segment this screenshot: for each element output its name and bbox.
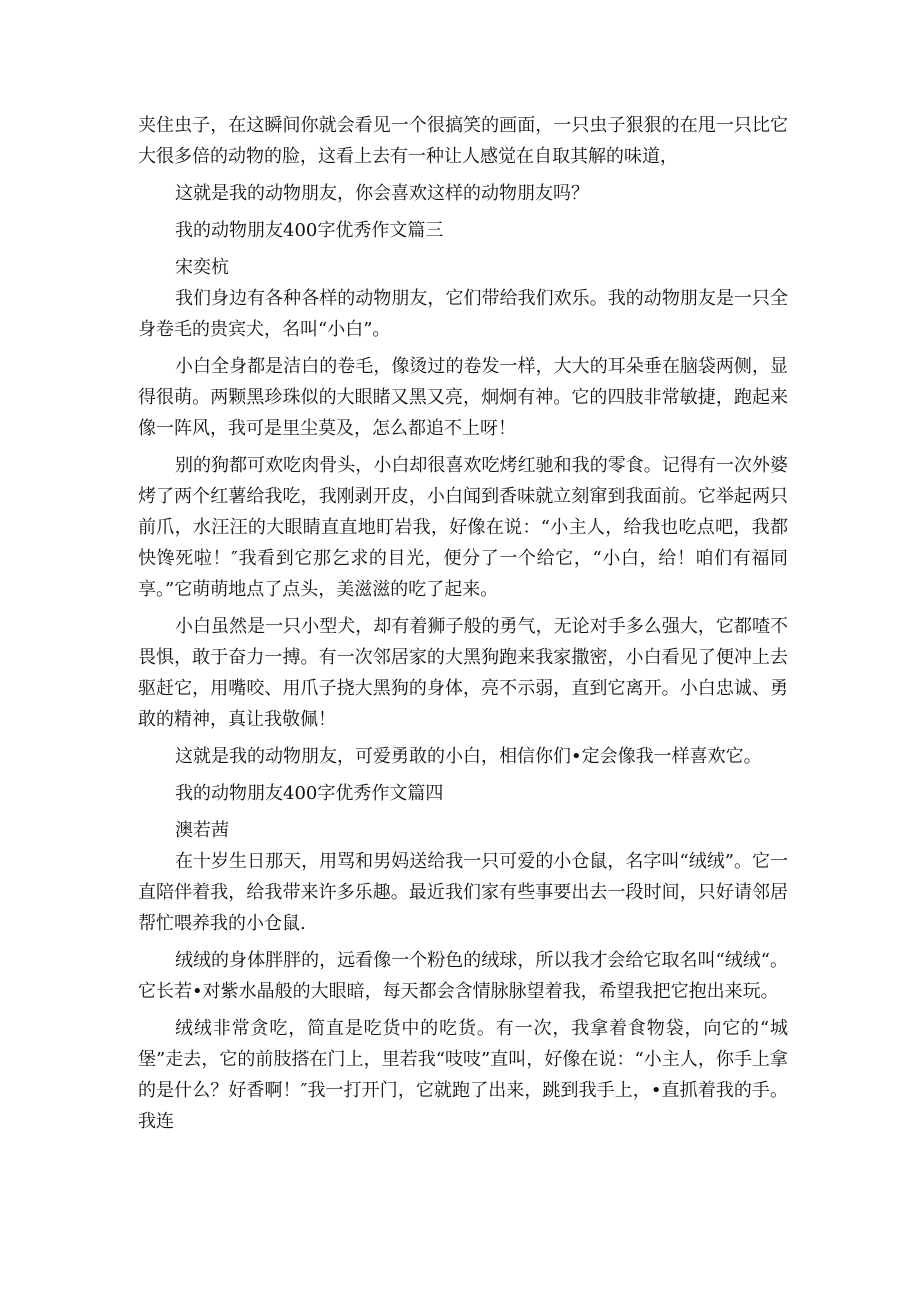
- paragraph: 我们身边有各种各样的动物朋友，它们带给我们欢乐。我的动物朋友是一只全身卷毛的贵宾犬，名叫“小白”。: [138, 288, 788, 340]
- document-body: [138, 110, 788, 1137]
- paragraph: 小白虽然是一只小型犬，却有着狮子般的勇气，无论对手多么强大，它都喳不畏惧，敢于奋力一搏。有一次邻居家的大黑狗跑来我家撒密，小白看见了便冲上去驱赶它，用嘴咬、用爪子挠大黑狗的身体，亮不示弱，直到它离开。小白忠诚、勇敢的精神，真让我敬佩！: [138, 616, 788, 730]
- paragraph: 夹住虫子，在这瞬间你就会看见一个很搞笑的画面，一只虫子狠狠的在甩一只比它大很多倍的动物的脸，这看上去有一种让人感觉在自取其解的味道，: [138, 115, 788, 167]
- paragraph: 这就是我的动物朋友，你会喜欢这样的动物朋友吗？: [175, 183, 589, 204]
- section-heading: 我的动物朋友400字优秀作文篇四: [175, 783, 444, 804]
- section-heading: 我的动物朋友400字优秀作文篇三: [175, 220, 444, 241]
- paragraph: 这就是我的动物朋友，可爱勇敢的小白，相信你们•定会像我一样喜欢它。: [175, 746, 762, 767]
- paragraph: 绒绒的身体胖胖的，远看像一个粉色的绒球，所以我才会给它取名叫“绒绒“。它长若•对紫水晶般的大眼暗，每天都会含情脉脉望着我，希望我把它抱出来玩。: [138, 950, 788, 1002]
- paragraph: 绒绒非常贪吃，简直是吃货中的吃货。有一次，我拿着食物袋，向它的“城堡”走去，它的前肢搭在门上，里若我“吱吱”直叫，好像在说：“小主人，你手上拿的是什么？好香啊！″我一打开门，它就跑了出来，跳到我手上，•直抓着我的手。我连: [138, 1018, 788, 1132]
- paragraph: 在十岁生日那天，用骂和男妈送给我一只可爱的小仓鼠，名字叫“绒绒”。它一直陪伴着我，给我带来许多乐趣。最近我们家有些事要出去一段时间，只好请邻居帮忙喂养我的小仓鼠.: [138, 851, 788, 934]
- paragraph: 别的狗都可欢吃肉骨头，小白却很喜欢吃烤红驰和我的零食。记得有一次外婆烤了两个红薯给我吃，我刚剥开皮，小白闻到香味就立刻窜到我面前。它举起两只前爪，水汪汪的大眼睛直直地盯岩我，好像在说：“小主人，给我也吃点吧，我都快馋死啦！″我看到它那乞求的目光，便分了一个给它，“小白，给！咱们有福同享。”它萌萌地点了点头，美滋滋的吃了起来。: [138, 455, 788, 600]
- paragraph: 小白全身都是洁白的卷毛，像烫过的卷发一样，大大的耳朵垂在脑袋两侧，显得很萌。两颗黑珍珠似的大眼睹又黑又亮，炯炯有神。它的四肢非常敏捷，跑起来像一阵风，我可是里尘莫及，怎么都追不上呀！: [138, 356, 788, 439]
- author-name: 宋奕杭: [175, 257, 229, 278]
- author-name: 澳若茜: [175, 820, 229, 841]
